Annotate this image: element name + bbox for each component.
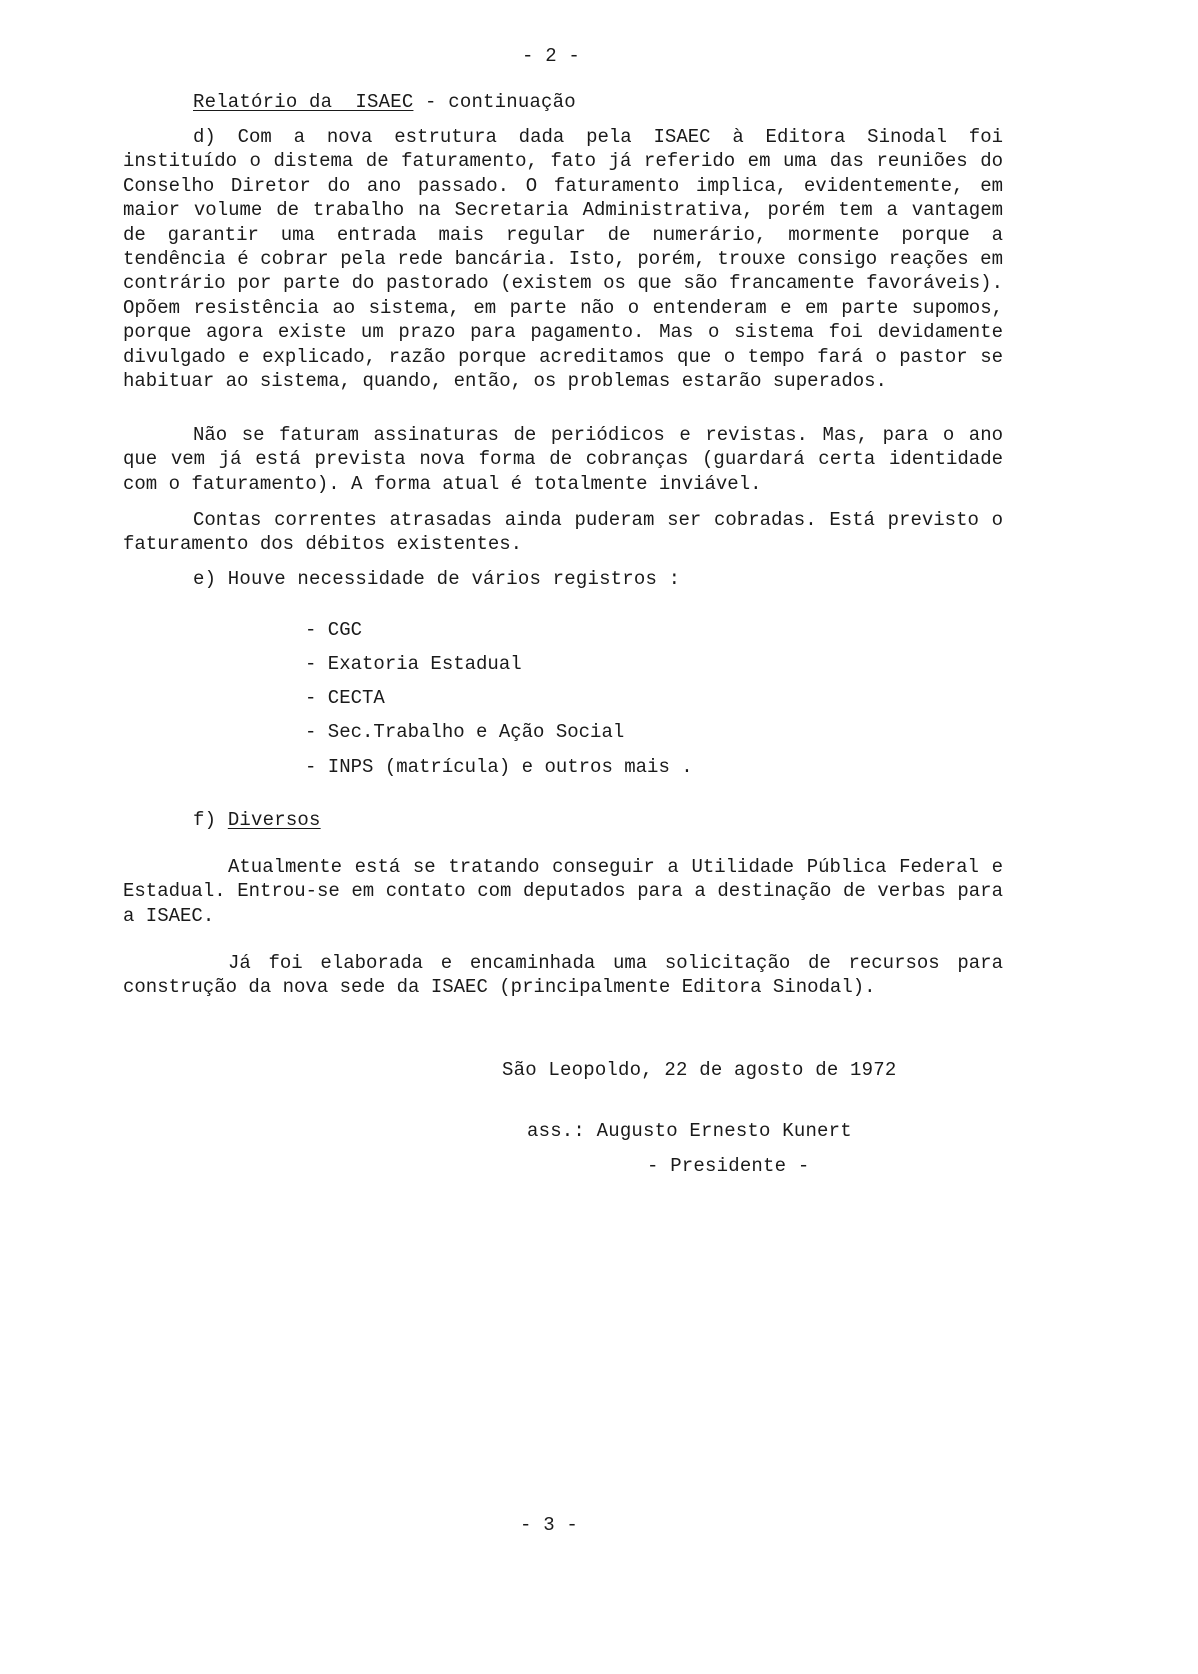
list-item: - CGC <box>305 619 363 641</box>
list-item: - Exatoria Estadual <box>305 653 522 675</box>
heading-continuation: - continuação <box>413 91 576 113</box>
list-item: - CECTA <box>305 687 385 709</box>
paragraph-d-2: Não se faturam assinaturas de periódicos e revistas. Mas, para o ano que vem já está prevista nova forma de cobranças (guardará certa identidade com o faturamento). A forma atual é totalmente inviável. <box>123 424 1003 495</box>
paragraph-f-2: Já foi elaborada e encaminhada uma solicitação de recursos para construção da nova sede da ISAEC (principalmente Editora Sinodal). <box>123 952 1003 999</box>
page-heading <box>193 90 576 114</box>
list-item: - INPS (matrícula) e outros mais . <box>305 756 693 778</box>
place-date: São Leopoldo, 22 de agosto de 1972 <box>502 1059 897 1081</box>
heading-title: Relatório da ISAEC <box>193 91 414 113</box>
section-f-title: Diversos <box>227 809 321 831</box>
paragraph-d-1: d) Com a nova estrutura dada pela ISAEC à Editora Sinodal foi instituído o distema de faturamento, fato já referido em uma das reuniões do Conselho Diretor do ano passado. O faturamento implica, evidentemente, em maior volume de trabalho na Secretaria Administrativa, porém tem a vantagem de garantir uma entrada mais regular de numerário, mormente porque a tendência é cobrar pela rede bancária. Isto, porém, trouxe consigo reações em contrário por parte do pastorado (existem os que são francamente favoráveis). Opõem resistência ao sistema, em parte não o entenderam e em parte supomos, porque agora existe um prazo para pagamento. Mas o sistema foi devidamente divulgado e explicado, razão porque acreditamos que o tempo fará o pastor se habituar ao sistema, quando, então, os problemas estarão superados. <box>123 126 1003 393</box>
page-number-top: - 2 - <box>522 45 581 67</box>
paragraph-e-intro: e) Houve necessidade de vários registros : <box>193 568 681 590</box>
signature: ass.: Augusto Ernesto Kunert <box>527 1120 852 1142</box>
list-item: - Sec.Trabalho e Ação Social <box>305 721 625 743</box>
section-f-heading <box>193 808 321 832</box>
paragraph-f-1: Atualmente está se tratando conseguir a Utilidade Pública Federal e Estadual. Entrou-se em contato com deputados para a destinação de verbas para a ISAEC. <box>123 856 1003 927</box>
signature-role: - Presidente - <box>647 1155 810 1177</box>
paragraph-d-3: Contas correntes atrasadas ainda puderam ser cobradas. Está previsto o faturamento dos débitos existentes. <box>123 509 1003 556</box>
page-number-bottom: - 3 - <box>520 1514 579 1536</box>
section-f-label: f) <box>193 809 228 831</box>
